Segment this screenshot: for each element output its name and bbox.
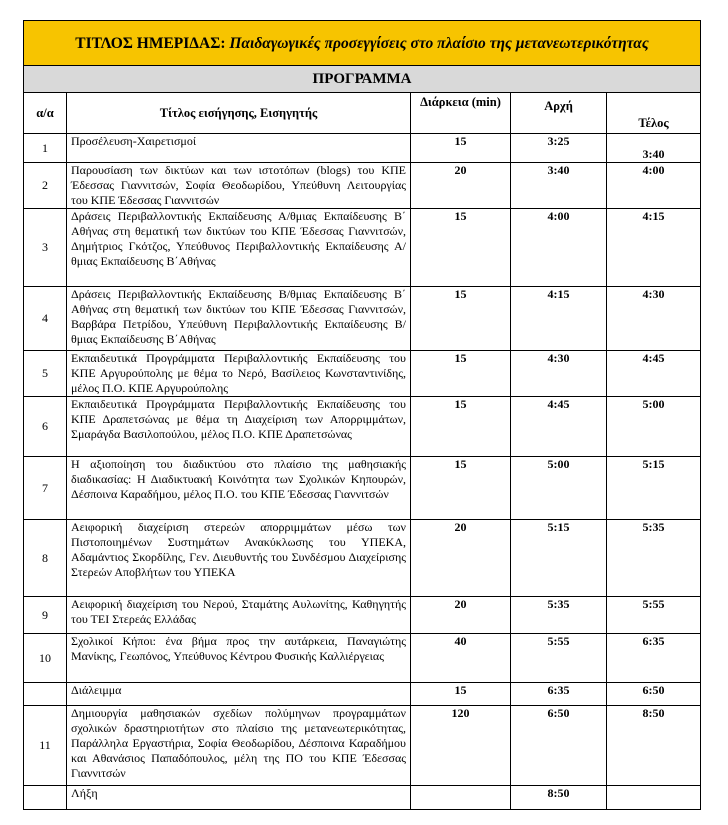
row-title: Λήξη [67,786,411,810]
row-duration: 15 [411,351,511,397]
row-end-time: 4:15 [607,209,701,287]
row-end-time: 6:35 [607,634,701,683]
row-start-time: 5:15 [511,520,607,597]
schedule-row [24,706,701,786]
row-title: Αειφορική διαχείριση στερεών απορριμμάτων μέσω των Πιστοποιημένων Συστημάτων Ανακύκλωσης του ΥΠΕΚΑ, Αδαμάντιος Σκορδίλης, Γεν. Διευθυντής του Συνδέσμου Διαχείρισης Στερεών Αποβλήτων του ΥΠΕΚΑ [67,520,411,597]
event-title-cell [24,21,701,66]
row-end-time: 8:50 [607,706,701,786]
row-title: Αειφορική διαχείριση του Νερού, Σταμάτης Αυλωνίτης, Καθηγητής του ΤΕΙ Στερεάς Ελλάδας [67,597,411,634]
row-start-time: 5:55 [511,634,607,683]
row-title: Δράσεις Περιβαλλοντικής Εκπαίδευσης Α/θμιας Εκπαίδευσης Β΄ Αθήνας στη θεματική των δικτύων του ΚΠΕ Έδεσσας Γιαννιτσών, Δημήτριος Γκότζος, Υπεύθυνος Περιβαλλοντικής Εκπαίδευσης Α/θμιας Εκπαίδευσης Β΄Αθήνας [67,209,411,287]
row-end-time: 5:55 [607,597,701,634]
row-number [24,683,67,706]
row-title: Εκπαιδευτικά Προγράμματα Περιβαλλοντικής Εκπαίδευσης του ΚΠΕ Δραπετσώνας με θέμα τη Διαχείριση των Απορριμμάτων, Σμαράγδα Βασιλοπούλου, μέλος Π.Ο. ΚΠΕ Δραπετσώνας [67,397,411,457]
schedule-row [24,786,701,810]
row-end-time: 4:45 [607,351,701,397]
event-title-text: Παιδαγωγικές προσεγγίσεις στο πλαίσιο της μετανεωτερικότητας [229,34,649,52]
col-header-num: α/α [24,93,67,134]
row-title: Δημιουργία μαθησιακών σχεδίων πολύμηνων προγραμμάτων σχολικών δραστηριοτήτων στο πλαίσιο της μετανεωτερικότητας, Παράλληλα Εργαστήρια, Σοφία Θεοδωρίδου, Δέσποινα Καραδήμου και Αθανάσιος Παπαδόπουλος, μέλη της ΠΟ του ΚΠΕ Έδεσσας Γιαννιτσών [67,706,411,786]
row-title: Δράσεις Περιβαλλοντικής Εκπαίδευσης Β/θμιας Εκπαίδευσης Β΄ Αθήνας στη θεματική των δικτύων του ΚΠΕ Έδεσσας Γιαννιτσών, Βαρβάρα Πετρίδου, Υπεύθυνη Περιβαλλοντικής Εκπαίδευσης Β/θμιας Εκπαίδευσης Β΄Αθήνας [67,287,411,351]
col-header-start: Αρχή [511,93,607,134]
row-number: 8 [24,520,67,597]
schedule-row [24,134,701,163]
col-header-duration: Διάρκεια (min) [411,93,511,134]
row-start-time: 4:30 [511,351,607,397]
row-number: 5 [24,351,67,397]
row-start-time: 4:45 [511,397,607,457]
program-sheet [23,20,700,810]
row-number: 4 [24,287,67,351]
row-start-time: 5:35 [511,597,607,634]
row-duration [411,786,511,810]
row-start-time: 6:50 [511,706,607,786]
col-header-end: Τέλος [607,93,701,134]
event-title-row [24,21,701,66]
row-number: 9 [24,597,67,634]
row-number [24,786,67,810]
row-duration: 15 [411,209,511,287]
schedule-row [24,397,701,457]
row-start-time: 3:25 [511,134,607,163]
schedule-row [24,287,701,351]
row-number: 2 [24,163,67,209]
row-end-time: 4:30 [607,287,701,351]
row-number: 3 [24,209,67,287]
row-duration: 15 [411,134,511,163]
column-header-row [24,93,701,134]
row-duration: 20 [411,163,511,209]
schedule-row [24,683,701,706]
row-end-time: 6:50 [607,683,701,706]
row-title: Διάλειμμα [67,683,411,706]
row-title: Παρουσίαση των δικτύων και των ιστοτόπων (blogs) του ΚΠΕ Έδεσσας Γιαννιτσών, Σοφία Θεοδωρίδου, Υπεύθυνη Λειτουργίας του ΚΠΕ Έδεσσας Γιαννιτσών [67,163,411,209]
row-number: 7 [24,457,67,520]
col-header-title: Τίτλος εισήγησης, Εισηγητής [67,93,411,134]
program-heading: ΠΡΟΓΡΑΜΜΑ [24,66,701,93]
row-number: 1 [24,134,67,163]
row-number: 10 [24,634,67,683]
schedule-row [24,634,701,683]
row-duration: 15 [411,683,511,706]
row-end-time: 5:00 [607,397,701,457]
row-duration: 120 [411,706,511,786]
row-end-time [607,786,701,810]
row-title: Προσέλευση-Χαιρετισμοί [67,134,411,163]
row-start-time: 6:35 [511,683,607,706]
row-number: 11 [24,706,67,786]
row-title: Εκπαιδευτικά Προγράμματα Περιβαλλοντικής Εκπαίδευσης του ΚΠΕ Αργυρούπολης με θέμα το Νερό, Βασίλειος Κωνσταντινίδης, μέλος Π.Ο. ΚΠΕ Αργυρούπολης [67,351,411,397]
row-start-time: 4:00 [511,209,607,287]
row-number: 6 [24,397,67,457]
schedule-row [24,597,701,634]
row-start-time: 3:40 [511,163,607,209]
schedule-row [24,163,701,209]
row-duration: 15 [411,457,511,520]
row-end-time: 5:35 [607,520,701,597]
row-duration: 20 [411,597,511,634]
row-duration: 15 [411,287,511,351]
row-start-time: 8:50 [511,786,607,810]
schedule-row [24,209,701,287]
row-duration: 40 [411,634,511,683]
program-heading-row [24,66,701,93]
program-table [23,20,701,810]
row-end-time: 5:15 [607,457,701,520]
row-start-time: 5:00 [511,457,607,520]
row-title: Η αξιοποίηση του διαδικτύου στο πλαίσιο της μαθησιακής διαδικασίας: Η Διαδικτυακή Κοινότητα των Σχολικών Κηπουρών, Δέσποινα Καραδήμου, μέλος Π.Ο. του ΚΠΕ Έδεσσας Γιαννιτσών [67,457,411,520]
row-duration: 15 [411,397,511,457]
schedule-row [24,351,701,397]
row-start-time: 4:15 [511,287,607,351]
schedule-row [24,457,701,520]
row-title: Σχολικοί Κήποι: ένα βήμα προς την αυτάρκεια, Παναγιώτης Μανίκης, Γεωπόνος, Υπεύθυνος Κέντρου Φυσικής Καλλιέργειας [67,634,411,683]
row-duration: 20 [411,520,511,597]
row-end-time: 3:40 [607,134,701,163]
event-title-label: ΤΙΤΛΟΣ ΗΜΕΡΙΔΑΣ: [75,34,226,52]
schedule-row [24,520,701,597]
row-end-time: 4:00 [607,163,701,209]
